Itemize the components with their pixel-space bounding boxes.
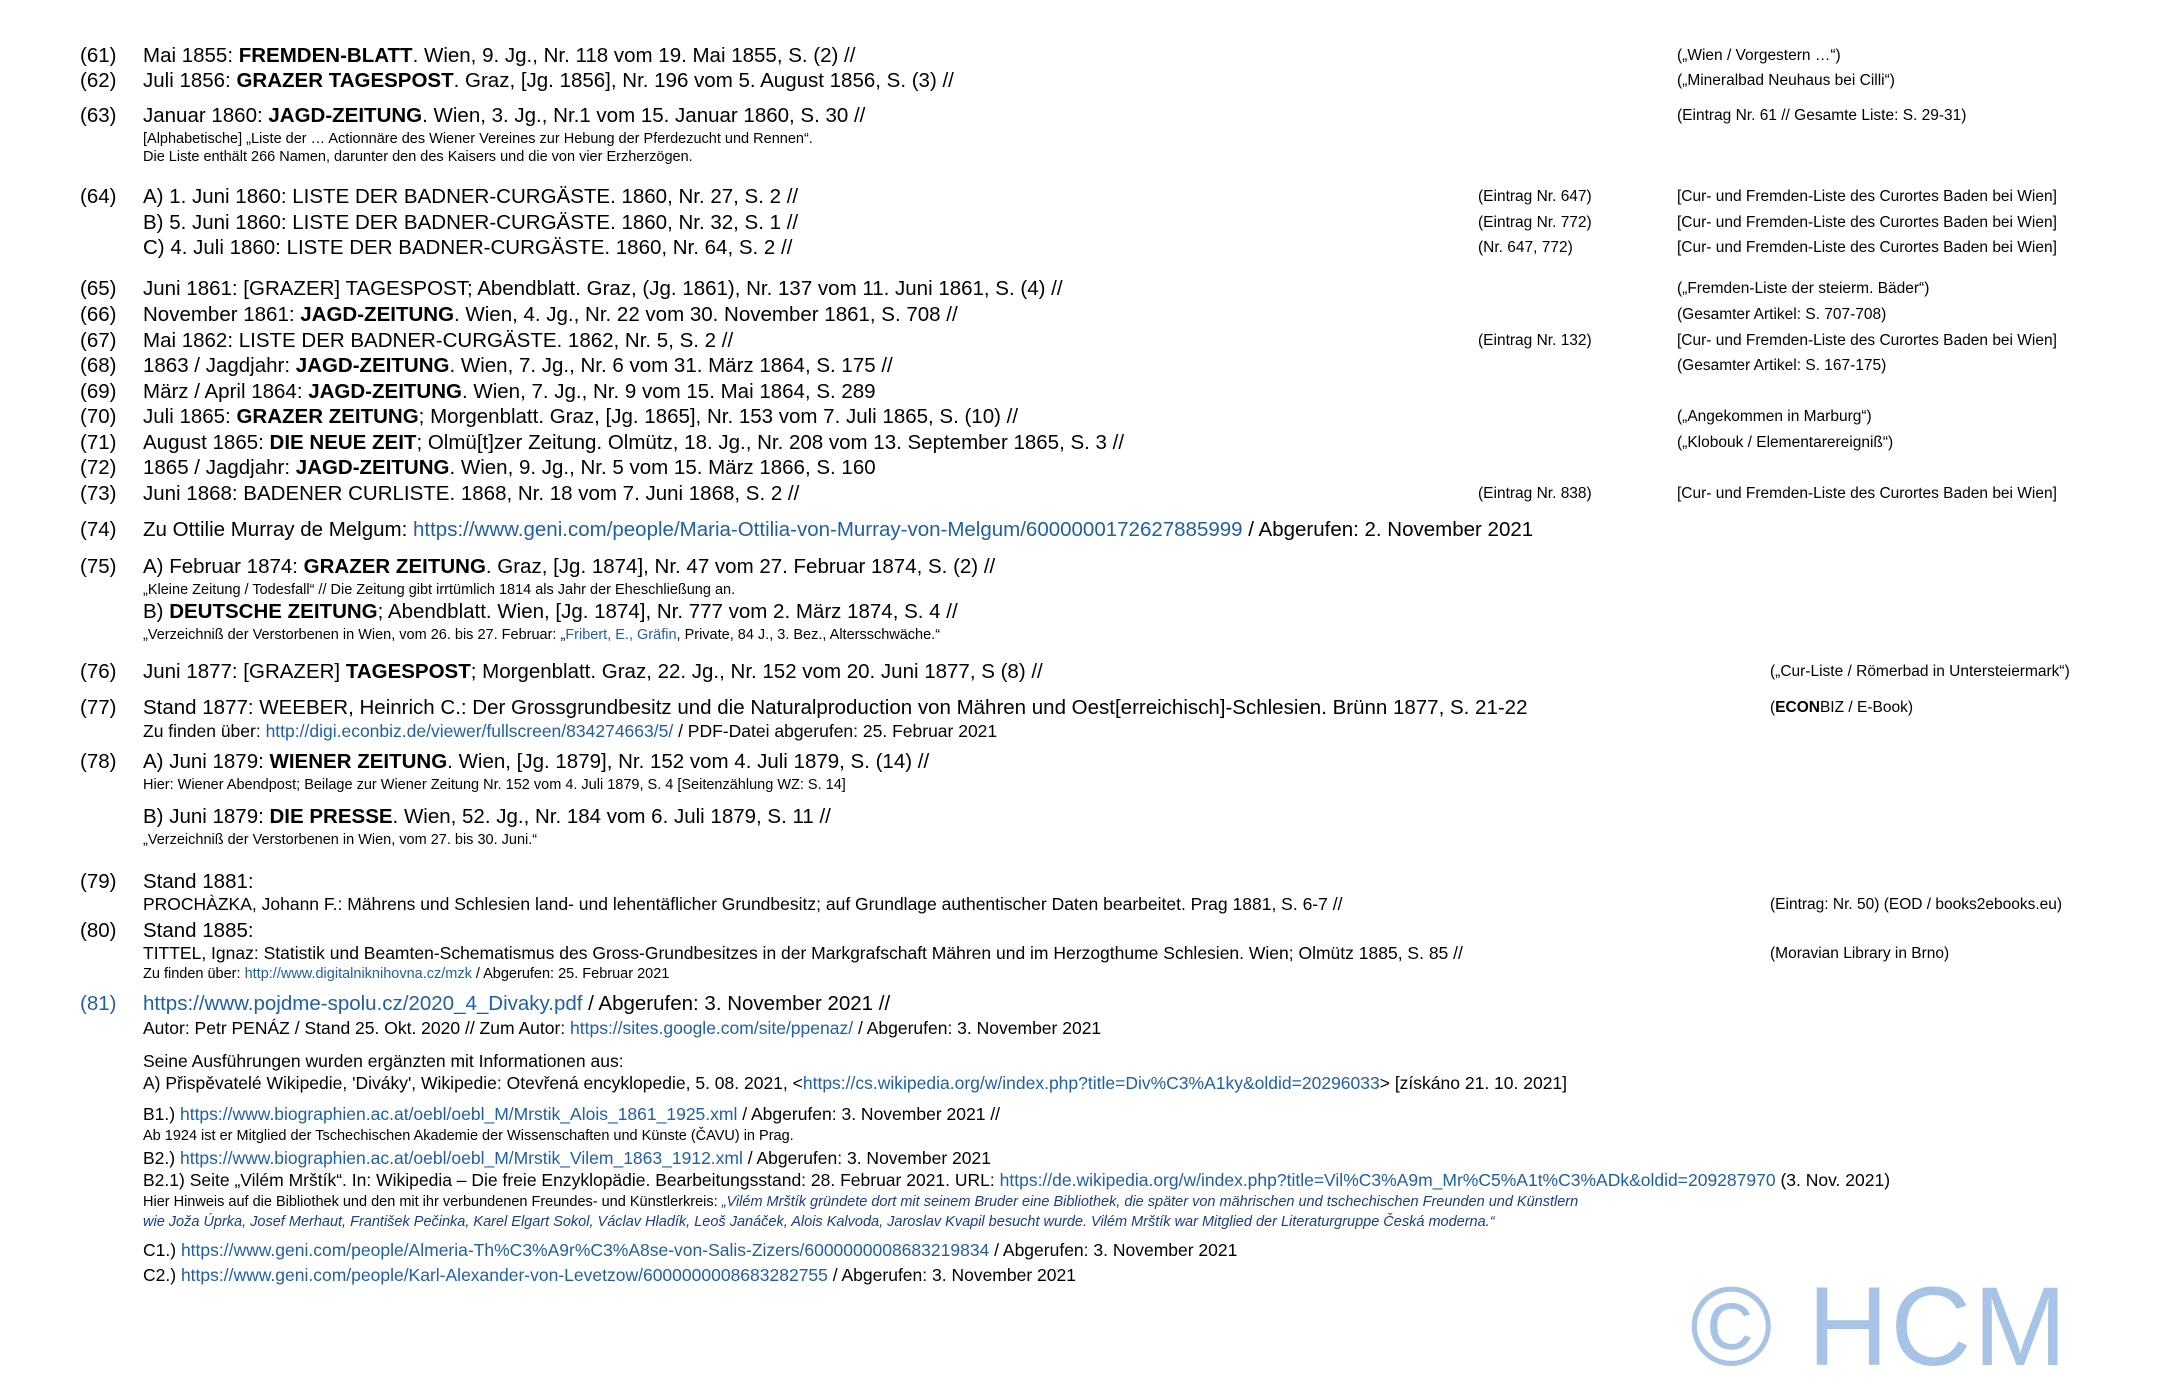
entry-note: (Moravian Library in Brno) <box>1770 945 1950 962</box>
entry-note: („Wien / Vorgestern …“) <box>1677 47 1841 64</box>
cs-wikipedia-link[interactable]: https://cs.wikipedia.org/w/index.php?title=Div%C3%A1ky&oldid=20296033 <box>802 1073 1380 1093</box>
pdf-link[interactable]: https://www.pojdme-spolu.cz/2020_4_Divaky.pdf <box>143 992 583 1015</box>
entry-note: (Gesamter Artikel: S. 167-175) <box>1677 357 1887 374</box>
entry-number: (80) <box>80 919 117 942</box>
person-link[interactable]: Fribert, E., Gräfin <box>565 627 677 643</box>
entry-note-left: (Nr. 647, 772) <box>1478 239 1573 256</box>
entry-subnote: „Verzeichniß der Verstorbenen in Wien, vom 27. bis 30. Juni.“ <box>143 832 538 848</box>
entry-text: Juni 1861: [GRAZER] TAGESPOST; Abendblatt. Graz, (Jg. 1861), Nr. 137 vom 11. Juni 1861, S. (4) // <box>143 277 1063 300</box>
entry-text: Juni 1868: BADENER CURLISTE. 1868, Nr. 18 vom 7. Juni 1868, S. 2 // <box>143 482 800 505</box>
econbiz-link[interactable]: http://digi.econbiz.de/viewer/fullscreen/834274663/5/ <box>265 721 674 741</box>
entry-note: („Klobouk / Elementarereigniß“) <box>1677 434 1894 451</box>
supplement-c2: C2.) https://www.geni.com/people/Karl-Alexander-von-Levetzow/6000000008683282755 / Abgerufen: 3. November 2021 <box>143 1265 1076 1285</box>
entry-text: Juni 1877: [GRAZER] TAGESPOST; Morgenblatt. Graz, 22. Jg., Nr. 152 vom 20. Juni 1877, S (8) // <box>143 660 1043 683</box>
entry-text: 1865 / Jagdjahr: JAGD-ZEITUNG. Wien, 9. Jg., Nr. 5 vom 15. März 1866, S. 160 <box>143 456 876 479</box>
entry-number: (76) <box>80 660 117 683</box>
entry-subnote: Die Liste enthält 266 Namen, darunter den des Kaisers und die von vier Erzherzögen. <box>143 149 693 165</box>
entry-text: 1863 / Jagdjahr: JAGD-ZEITUNG. Wien, 7. Jg., Nr. 6 vom 31. März 1864, S. 175 // <box>143 354 893 377</box>
entry-subnote: Hier: Wiener Abendpost; Beilage zur Wiener Zeitung Nr. 152 vom 4. Juli 1879, S. 4 [Seitenzählung WZ: S. 14] <box>143 777 846 793</box>
entry-number: (75) <box>80 555 117 578</box>
entry-text-b: B) 5. Juni 1860: LISTE DER BADNER-CURGÄSTE. 1860, Nr. 32, S. 1 // <box>143 211 799 234</box>
entry-text: August 1865: DIE NEUE ZEIT; Olmü[t]zer Zeitung. Olmütz, 18. Jg., Nr. 208 vom 13. September 1865, S. 3 // <box>143 431 1125 454</box>
entry-note: („Mineralbad Neuhaus bei Cilli“) <box>1677 72 1895 89</box>
entry-text-b: B) DEUTSCHE ZEITUNG; Abendblatt. Wien, [Jg. 1874], Nr. 777 vom 2. März 1874, S. 4 // <box>143 600 958 623</box>
entry-note: („Angekommen in Marburg“) <box>1677 408 1872 425</box>
entry-text: November 1861: JAGD-ZEITUNG. Wien, 4. Jg., Nr. 22 vom 30. November 1861, S. 708 // <box>143 303 958 326</box>
entry-number: (62) <box>80 69 117 92</box>
entry-note: („Fremden-Liste der steierm. Bäder“) <box>1677 280 1930 297</box>
geni-link-karl[interactable]: https://www.geni.com/people/Karl-Alexander-von-Levetzow/6000000008683282755 <box>180 1265 828 1285</box>
entry-number: (69) <box>80 380 117 403</box>
author-link[interactable]: https://sites.google.com/site/ppenaz/ <box>570 1018 854 1038</box>
entry-number: (67) <box>80 329 117 352</box>
entry-number: (63) <box>80 104 117 127</box>
biographien-link-vilem[interactable]: https://www.biographien.ac.at/oebl/oebl_M/Mrstik_Vilem_1863_1912.xml <box>179 1148 743 1168</box>
entry-text-c: C) 4. Juli 1860: LISTE DER BADNER-CURGÄSTE. 1860, Nr. 64, S. 2 // <box>143 236 793 259</box>
entry-note: [Cur- und Fremden-Liste des Curortes Baden bei Wien] <box>1677 239 2057 256</box>
entry-text: März / April 1864: JAGD-ZEITUNG. Wien, 7. Jg., Nr. 9 vom 15. Mai 1864, S. 289 <box>143 380 876 403</box>
entry-note: („Cur-Liste / Römerbad in Untersteiermark“) <box>1770 663 2070 680</box>
geni-link[interactable]: https://www.geni.com/people/Maria-Ottilia-von-Murray-von-Melgum/6000000172627885999 <box>413 518 1243 541</box>
entry-subnote: Zu finden über: http://digi.econbiz.de/viewer/fullscreen/834274663/5/ / PDF-Datei abgerufen: 25. Februar 2021 <box>143 721 998 741</box>
entry-number: (72) <box>80 456 117 479</box>
entry-text-b: B) Juni 1879: DIE PRESSE. Wien, 52. Jg., Nr. 184 vom 6. Juli 1879, S. 11 // <box>143 805 831 828</box>
entry-note: [Cur- und Fremden-Liste des Curortes Baden bei Wien] <box>1677 188 2057 205</box>
supplement-b21-quote: wie Joža Úprka, Josef Merhaut, František Pečinka, Karel Elgart Sokol, Václav Hladík, Leoš Janáček, Alois Kalvoda, Jaroslav Kvapil besucht wurde. Vilém Mrštík war Mitglied der Literaturgruppe Česká moderna.“ <box>143 1214 1495 1230</box>
supplement-b21-note: Hier Hinweis auf die Bibliothek und den mit ihr verbundenen Freundes- und Künstlerkreis: „Vilém Mrštík gründete dort mit seinem Bruder eine Bibliothek, die später von mährischen und tschechischen Freunden und Künstlern <box>143 1194 1579 1210</box>
supplement-a: A) Přispěvatelé Wikipedie, 'Diváky', Wikipedie: Otevřená encyklopedie, 5. 08. 2021, <https://cs.wikipedia.org/w/index.php?title=Div%C3%A1ky&oldid=20296033> [získáno 21. 10. 2021] <box>143 1073 1568 1093</box>
entry-text-a: A) Juni 1879: WIENER ZEITUNG. Wien, [Jg. 1879], Nr. 152 vom 4. Juli 1879, S. (14) // <box>143 750 930 773</box>
supplement-intro: Seine Ausführungen wurden ergänzten mit Informationen aus: <box>143 1051 624 1071</box>
supplement-b21: B2.1) Seite „Vilém Mrštík“. In: Wikipedia – Die freie Enzyklopädie. Bearbeitungsstand: 28. Februar 2021. URL: https://de.wikipedia.org/w/index.php?title=Vil%C3%A9m_Mr%C5%A1t%C3%ADk&oldid=209287970 (3. Nov. 2021) <box>143 1170 1891 1190</box>
entry-number: (66) <box>80 303 117 326</box>
supplement-b2: B2.) https://www.biographien.ac.at/oebl/oebl_M/Mrstik_Vilem_1863_1912.xml / Abgerufen: 3. November 2021 <box>143 1148 991 1168</box>
entry-number: (70) <box>80 405 117 428</box>
entry-note-left: (Eintrag Nr. 838) <box>1478 485 1592 502</box>
mzk-link[interactable]: http://www.digitalniknihovna.cz/mzk <box>244 966 472 982</box>
author-line: Autor: Petr PENÁZ / Stand 25. Okt. 2020 // Zum Autor: https://sites.google.com/site/ppenaz/ / Abgerufen: 3. November 2021 <box>143 1018 1102 1038</box>
copyright-watermark: © HCM <box>1690 1264 2069 1389</box>
entry-number: (77) <box>80 696 117 719</box>
entry-text: Zu Ottilie Murray de Melgum: https://www.geni.com/people/Maria-Ottilia-von-Murray-von-Melgum/6000000172627885999 / Abgerufen: 2. November 2021 <box>143 518 1534 541</box>
entry-note: (ECONBIZ / E-Book) <box>1770 699 1913 716</box>
entry-note-left: (Eintrag Nr. 132) <box>1478 332 1592 349</box>
entry-text-a: A) 1. Juni 1860: LISTE DER BADNER-CURGÄSTE. 1860, Nr. 27, S. 2 // <box>143 185 799 208</box>
entry-text: Januar 1860: JAGD-ZEITUNG. Wien, 3. Jg., Nr.1 vom 15. Januar 1860, S. 30 // <box>143 104 866 127</box>
entry-note: [Cur- und Fremden-Liste des Curortes Baden bei Wien] <box>1677 214 2057 231</box>
entry-text: Stand 1885: <box>143 919 254 942</box>
entry-note-left: (Eintrag Nr. 772) <box>1478 214 1592 231</box>
entry-number: (74) <box>80 518 117 541</box>
entry-text: https://www.pojdme-spolu.cz/2020_4_Divaky.pdf / Abgerufen: 3. November 2021 // <box>143 992 891 1015</box>
entry-note: (Eintrag: Nr. 50) (EOD / books2ebooks.eu) <box>1770 896 2063 913</box>
entry-note: [Cur- und Fremden-Liste des Curortes Baden bei Wien] <box>1677 485 2057 502</box>
entry-note: (Gesamter Artikel: S. 707-708) <box>1677 306 1887 323</box>
entry-subnote: TITTEL, Ignaz: Statistik und Beamten-Schematismus des Gross-Grundbesitzes in der Markgrafschaft Mähren und im Herzogthume Schlesien. Wien; Olmütz 1885, S. 85 // <box>143 943 1463 963</box>
supplement-b1-note: Ab 1924 ist er Mitglied der Tschechischen Akademie der Wissenschaften und Künste (ČAVU) in Prag. <box>143 1128 794 1144</box>
entry-text: Mai 1855: FREMDEN-BLATT. Wien, 9. Jg., Nr. 118 vom 19. Mai 1855, S. (2) // <box>143 44 856 67</box>
entry-subnote: [Alphabetische] „Liste der … Actionnäre des Wiener Vereines zur Hebung der Pferdezucht und Rennen“. <box>143 131 813 147</box>
entry-text-a: A) Februar 1874: GRAZER ZEITUNG. Graz, [Jg. 1874], Nr. 47 vom 27. Februar 1874, S. (2) // <box>143 555 996 578</box>
geni-link-almeria[interactable]: https://www.geni.com/people/Almeria-Th%C3%A9r%C3%A8se-von-Salis-Zizers/6000000008683219834 <box>180 1240 990 1260</box>
entry-note: (Eintrag Nr. 61 // Gesamte Liste: S. 29-31) <box>1677 107 1967 124</box>
entry-subnote: „Kleine Zeitung / Todesfall“ // Die Zeitung gibt irrtümlich 1814 als Jahr der Eheschließung an. <box>143 582 736 598</box>
entry-subnote: PROCHÀZKA, Johann F.: Mährens und Schlesien land- und lehentäflicher Grundbesitz; auf Grundlage authentischer Daten bearbeitet. Prag 1881, S. 6-7 // <box>143 894 1343 914</box>
biographien-link-alois[interactable]: https://www.biographien.ac.at/oebl/oebl_M/Mrstik_Alois_1861_1925.xml <box>179 1104 738 1124</box>
supplement-b1: B1.) https://www.biographien.ac.at/oebl/oebl_M/Mrstik_Alois_1861_1925.xml / Abgerufen: 3. November 2021 // <box>143 1104 1001 1124</box>
de-wikipedia-link[interactable]: https://de.wikipedia.org/w/index.php?title=Vil%C3%A9m_Mr%C5%A1t%C3%ADk&oldid=209287970 <box>999 1170 1776 1190</box>
entry-number: (65) <box>80 277 117 300</box>
entry-note: [Cur- und Fremden-Liste des Curortes Baden bei Wien] <box>1677 332 2057 349</box>
entry-number: (61) <box>80 44 117 67</box>
supplement-c1: C1.) https://www.geni.com/people/Almeria-Th%C3%A9r%C3%A8se-von-Salis-Zizers/6000000008683219834 / Abgerufen: 3. November 2021 <box>143 1240 1238 1260</box>
entry-number: (81) <box>80 992 117 1015</box>
entry-text: Stand 1881: <box>143 870 254 893</box>
entry-number: (73) <box>80 482 117 505</box>
entry-number: (79) <box>80 870 117 893</box>
entry-text: Mai 1862: LISTE DER BADNER-CURGÄSTE. 1862, Nr. 5, S. 2 // <box>143 329 734 352</box>
entry-subnote: „Verzeichniß der Verstorbenen in Wien, vom 26. bis 27. Februar: „Fribert, E., Gräfin, Private, 84 J., 3. Bez., Altersschwäche.“ <box>143 627 941 643</box>
entry-number: (64) <box>80 185 117 208</box>
entry-text: Juli 1865: GRAZER ZEITUNG; Morgenblatt. Graz, [Jg. 1865], Nr. 153 vom 7. Juli 1865, S. (10) // <box>143 405 1019 428</box>
entry-number: (68) <box>80 354 117 377</box>
entry-number: (71) <box>80 431 117 454</box>
entry-text: Juli 1856: GRAZER TAGESPOST. Graz, [Jg. 1856], Nr. 196 vom 5. August 1856, S. (3) // <box>143 69 954 92</box>
entry-subnote: Zu finden über: http://www.digitalniknihovna.cz/mzk / Abgerufen: 25. Februar 2021 <box>143 966 670 982</box>
entry-note-left: (Eintrag Nr. 647) <box>1478 188 1592 205</box>
entry-number: (78) <box>80 750 117 773</box>
entry-text: Stand 1877: WEEBER, Heinrich C.: Der Grossgrundbesitz und die Naturalproduction von Mähren und Oest[erreichisch]-Schlesien. Brünn 1877, S. 21-22 <box>143 696 1528 719</box>
